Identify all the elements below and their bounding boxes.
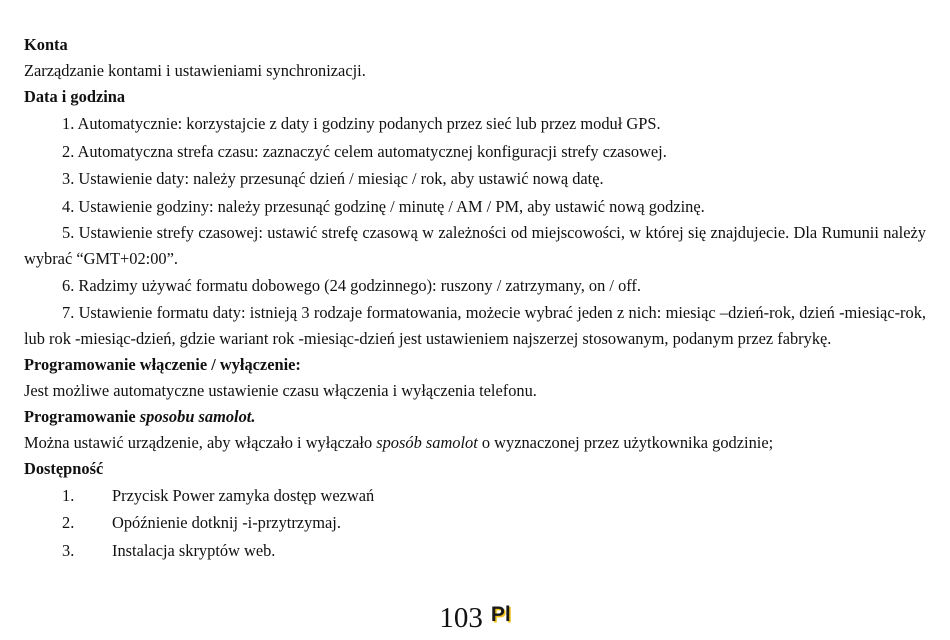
list-item: 5. Ustawienie strefy czasowej: ustawić strefę czasową w zależności od miejscowości, w której się znajdujecie. Dla Rumunii należy wybrać “GMT+02:00”. bbox=[24, 223, 926, 268]
section-title-dostepnosc: Dostępność bbox=[24, 458, 104, 478]
title-italic: sposobu samolot. bbox=[139, 406, 256, 426]
list-item: 3. Ustawienie daty: należy przesunąć dzień / miesiąc / rok, aby ustawić nową datę. bbox=[62, 169, 604, 188]
list-item: 1. Automatycznie: korzystajcie z daty i godziny podanych przez sieć lub przez moduł GPS. bbox=[62, 114, 661, 133]
item-text: Opóźnienie dotknij -i-przytrzymaj. bbox=[112, 513, 341, 532]
body-italic: sposób samolot bbox=[376, 432, 478, 452]
item-number: 1. bbox=[62, 485, 75, 505]
section-title-programowanie-wlaczenie: Programowanie włączenie / wyłączenie: bbox=[24, 354, 301, 374]
list-item: 2. Automatyczna strefa czasu: zaznaczyć celem automatycznej konfiguracji strefy czasowej. bbox=[62, 141, 667, 161]
list-item bbox=[24, 537, 926, 565]
list-item: 7. Ustawienie formatu daty: istnieją 3 rodzaje formatowania, możecie wybrać jeden z nich: miesiąc –dzień-rok, dzień -miesiąc-rok, lub rok -miesiąc-dzień, gdzie wariant rok -miesiąc-dzień jest ustawieniem najszerzej stosowanym, podanym przez fabrykę. bbox=[24, 302, 926, 348]
section-title-konta: Konta bbox=[24, 35, 68, 54]
title-prefix: Programowanie bbox=[24, 406, 140, 426]
body-prefix: Można ustawić urządzenie, aby włączało i wyłączało bbox=[24, 432, 377, 452]
language-badge: Pl bbox=[490, 603, 511, 626]
item-text: Instalacja skryptów web. bbox=[112, 540, 276, 560]
section-body-konta: Zarządzanie kontami i ustawieniami synchronizacji. bbox=[24, 61, 366, 80]
list-item: 4. Ustawienie godziny: należy przesunąć godzinę / minutę / AM / PM, aby ustawić nową godzinę. bbox=[62, 196, 705, 216]
page-footer bbox=[0, 600, 950, 636]
list-item bbox=[24, 509, 926, 537]
list-item: 6. Radzimy używać formatu dobowego (24 godzinnego): ruszony / zatrzymany, on / off. bbox=[62, 276, 641, 295]
item-number: 3. bbox=[62, 540, 75, 560]
page-number: 103 bbox=[439, 602, 483, 634]
section-title-data-godzina: Data i godzina bbox=[24, 87, 126, 106]
section-title-programowanie-samolot bbox=[24, 404, 926, 430]
section-body-programowanie-wlaczenie: Jest możliwe automatyczne ustawienie czasu włączenia i wyłączenia telefonu. bbox=[24, 380, 537, 400]
accessibility-list bbox=[24, 482, 926, 565]
body-suffix: o wyznaczonej przez użytkownika godzinie; bbox=[477, 432, 774, 452]
manual-page bbox=[24, 32, 926, 564]
item-number: 2. bbox=[62, 513, 75, 532]
item-text: Przycisk Power zamyka dostęp wezwań bbox=[112, 485, 375, 505]
list-item bbox=[24, 482, 926, 510]
section-body-programowanie-samolot bbox=[24, 430, 926, 456]
